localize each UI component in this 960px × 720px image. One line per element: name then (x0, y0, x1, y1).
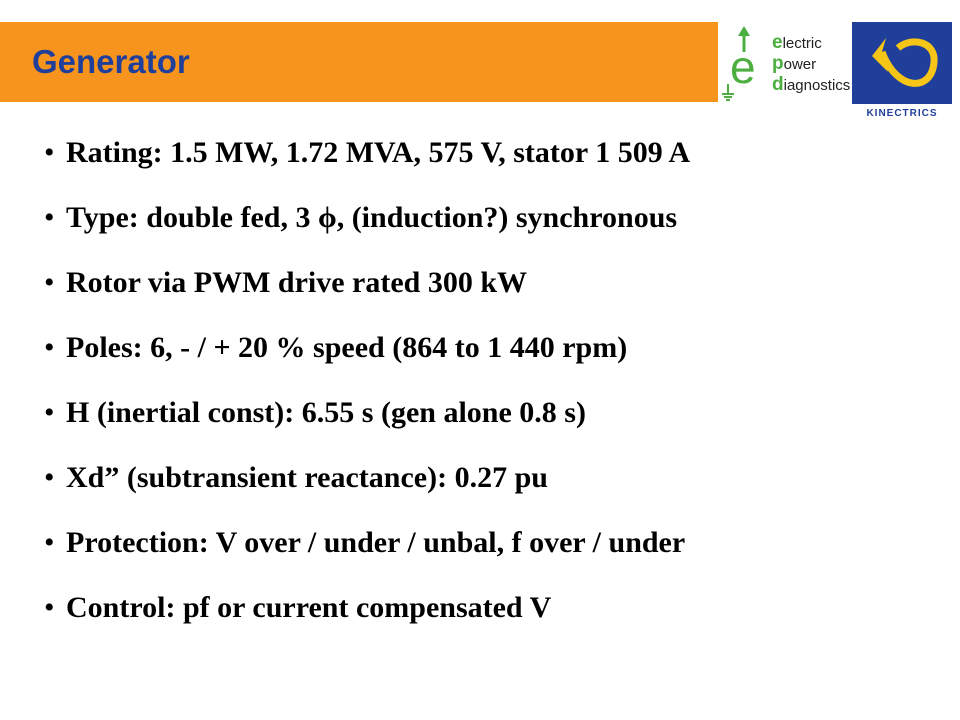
bullet-poles: • Poles: 6, - / + 20 % speed (864 to 1 440 rpm) (44, 331, 628, 364)
epd-e-mark: e (730, 41, 756, 93)
kinectrics-logo (852, 22, 952, 122)
slide-title: Generator (32, 43, 190, 80)
bullet-inertia: • H (inertial const): 6.55 s (gen alone 0.8 s) (44, 396, 586, 429)
epd-line-electric: electric (772, 32, 822, 53)
kinectrics-wordmark: KINECTRICS (866, 108, 938, 119)
bullet-rating: • Rating: 1.5 MW, 1.72 MVA, 575 V, stator 1 509 A (44, 136, 691, 169)
epd-line-power: power (772, 53, 817, 74)
bullet-type: • Type: double fed, 3 ϕ, (induction?) synchronous (44, 201, 678, 234)
bullet-control: • Control: pf or current compensated V (44, 591, 552, 624)
bullet-list (44, 135, 944, 655)
electric-power-diagnostics-logo (720, 22, 850, 102)
bullet-rotor: • Rotor via PWM drive rated 300 kW (44, 266, 528, 299)
bullet-protection: • Protection: V over / under / unbal, f over / under (44, 526, 686, 559)
title-bar (0, 22, 718, 102)
bullet-reactance: • Xd” (subtransient reactance): 0.27 pu (44, 461, 548, 494)
kinectrics-emblem-icon (852, 22, 952, 106)
epd-line-diagnostics: diagnostics (772, 74, 851, 95)
